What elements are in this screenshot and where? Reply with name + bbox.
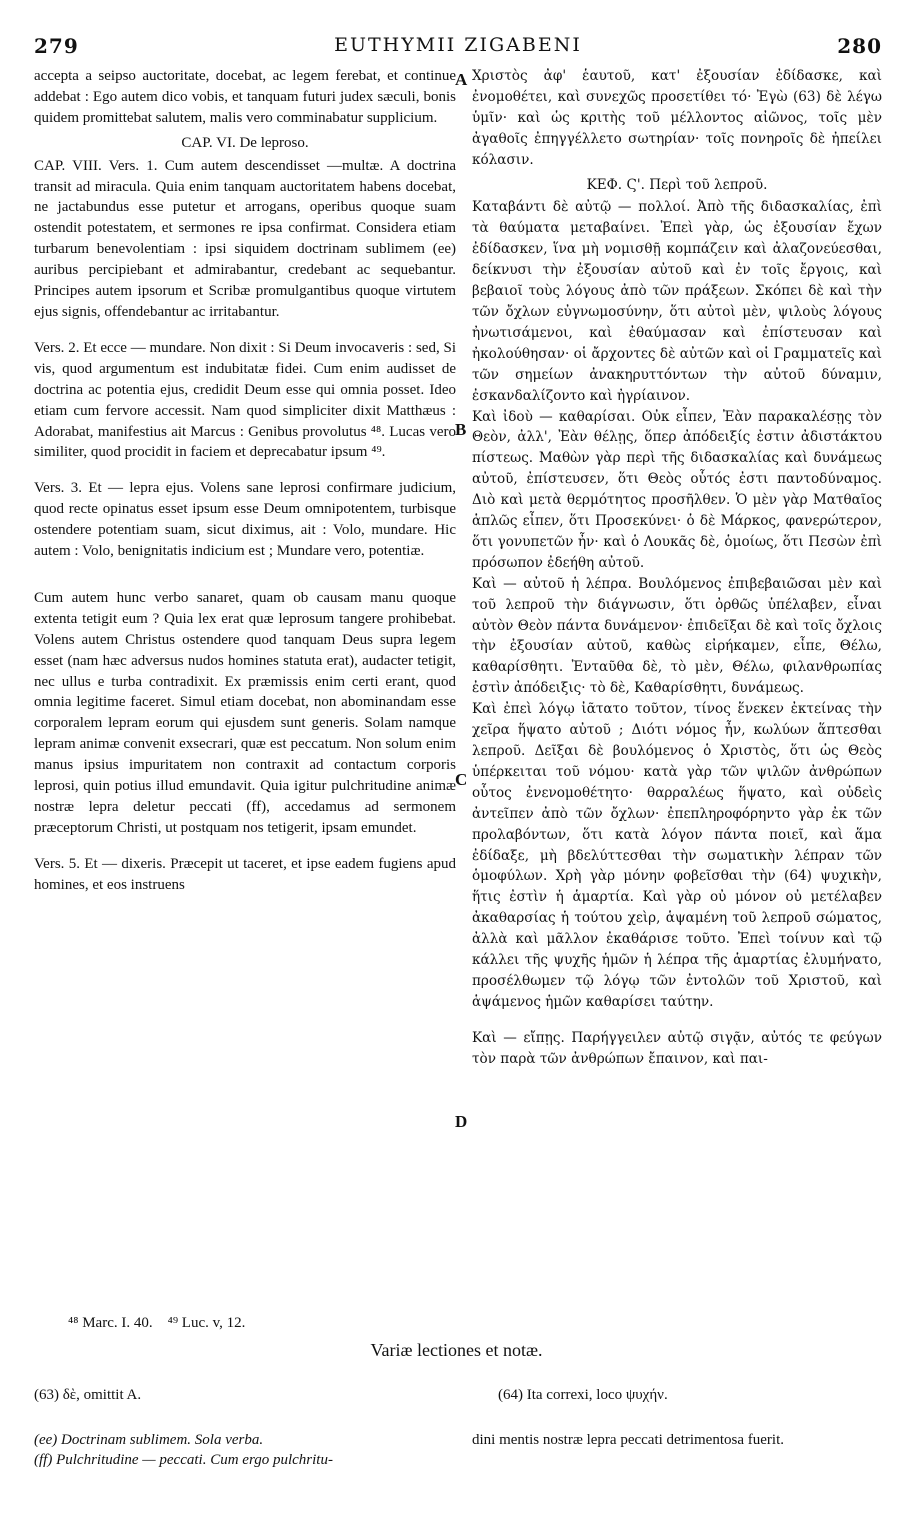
- footnote-ff-continued: dini mentis nostræ lepra peccati detrimentosa fuerit.: [472, 1432, 784, 1448]
- greek-paragraph: Καὶ ἰδοὺ — καθαρίσαι. Οὐκ εἶπεν, Ἐὰν παρακαλέσῃς τὸν Θεὸν, ἀλλ', Ἐὰν θέλῃς, ὅπερ ἀπόδειξίς ἐστιν ἀδιστάκτου πίστεως. Μαθὼν γὰρ περὶ τῆς διδασκαλίας καὶ δυνάμεως αὐτοῦ, ἐπίστευσεν, ὅτι Θεὸς οὗτός ἐστι παντοδύναμος. Διὸ καὶ μετὰ θερμότητος προσῆλθεν. Ὁ μὲν γὰρ Ματθαῖος ἁπλῶς εἶπεν, ὅτι Προσεκύνει· ὁ δὲ Μάρκος, φανερώτερον, ὅτι γονυπετῶν ἦν· καὶ ὁ Λουκᾶς δὲ, ὁμοίως, ὅτι Πεσὼν ἐπὶ πρόσωπον ἐδεήθη αὐτοῦ.: [472, 408, 882, 571]
- running-title: EUTHYMII ZIGABENI: [334, 34, 582, 56]
- page-number-right: 280: [837, 34, 882, 58]
- greek-paragraph: Καὶ — εἴπῃς. Παρήγγειλεν αὐτῷ σιγᾷν, αὐτός τε φεύγων τὸν παρὰ τῶν ἀνθρώπων ἔπαινον, καὶ παι-: [472, 1029, 882, 1067]
- margin-marker-d: D: [455, 1112, 468, 1131]
- latin-paragraph: accepta a seipso auctoritate, docebat, ac legem ferebat, et continue addebat : Ego autem dico vobis, et tanquam futuri judex sæculi, bonis quidem promittebat salutem, malis vero comminabatur supplicium.: [34, 68, 456, 126]
- footnote-ee: (ee) Doctrinam sublimem. Sola verba.: [34, 1432, 264, 1448]
- page-number-left: 279: [34, 34, 79, 58]
- footnote-64: (64) Ita correxi, loco ψυχήν.: [498, 1387, 668, 1403]
- latin-paragraph: Vers. 5. Et — dixeris. Præcepit ut taceret, et ipse eadem fugiens apud homines, et eos instruens: [34, 855, 456, 893]
- latin-paragraph: Vers. 2. Et ecce — mundare. Non dixit : Si Deum invocaveris : sed, Si vis, quod argumentum est indubitatæ fidei. Cum enim audisset de doctrina ac potentia ejus, credidit Deum esse qui omnia posset. Ideo etiam cum fervore accessit. Nam quod simpliciter dixit Matthæus : Adorabat, manifestius ait Marcus : Genibus provolutus ⁴⁸. Lucas vero similiter, quod procidit in faciem et deprecabatur ipsum ⁴⁹.: [34, 339, 456, 461]
- greek-paragraph: Καὶ — αὐτοῦ ἡ λέπρα. Βουλόμενος ἐπιβεβαιῶσαι μὲν καὶ τοῦ λεπροῦ τὴν διάγνωσιν, ὅτι ὀρθῶς ὑπέλαβεν, εἶναι αὐτὸν Θεὸν πάντα δυνάμενον· ἐπιδεῖξαι δὲ καὶ τοῖς ὄχλοις τὴν ἐξουσίαν αὐτοῦ, καθὼς εἰρήκαμεν, εἶπε, Θέλω, καθαρίσθητι. Ἐνταῦθα δὲ, τὸ μὲν, Θέλω, φιλανθρωπίας ἐστὶν ἀπόδειξις· τὸ δὲ, Καθαρίσθητι, δυνάμεως.: [472, 575, 882, 697]
- latin-paragraph: Cum autem hunc verbo sanaret, quam ob causam manu quoque extenta tetigit eum ? Quia lex erat quæ leprosum tangere prohibebat. Volens autem Christus ostendere quod tanquam Deus supra legem esset (nam hæc adversus nudos homines statuta erat), audacter tetigit, nec ullus e turba contradixit. Ex præmissis enim certi erant, quod omnia legitime faceret. Simul etiam docebat, non abominandam esse corporalem lepram eorum qui ejusdem sunt generis. Solam namque lepram animæ convenit exsecrari, quæ est peccatum. Non solum enim manus ipsius impuritatem non contraxit ad contactum corporis leprosi, quin potius illud emundavit. Quia igitur pulchritudine animæ nostræ lepra deletur peccati (ff), accedamus ad sermonem præceptorum Christi, ut postquam nos tetigerit, ipsam emundet.: [34, 589, 456, 836]
- page-header: [34, 34, 882, 58]
- margin-marker-a: A: [455, 70, 468, 89]
- latin-paragraph: Vers. 3. Et — lepra ejus. Volens sane leprosi confirmare judicium, quod recte opinatus esset ipsum esse Deum omnipotentem, turbisque ostendere potentiam suam, sicut diximus, ait : Volo, mundare. Hic autem : Volo, benignitatis indicium est ; Mundare vero, potentiæ.: [34, 480, 456, 560]
- latin-column: [34, 66, 456, 896]
- latin-paragraph: CAP. VIII. Vers. 1. Cum autem descendisset —multæ. A doctrina transit ad miracula. Quia enim tanquam auctoritatem habens docebat, ne jactabundus esse putetur et arrogans, operibus quoque suam ostendit potestatem, et sermones re ipsa confirmat. Considera etiam turbarum benevolentiam : ipsi siquidem doctrinam sublimem (ee) auribus percipiebant et admirabantur, credebant ac sequebantur. Principes autem ipsorum et Scribæ promulgantibus quoque virtutem ejus signis, offendebantur ac irritabantur.: [34, 157, 456, 320]
- greek-paragraph: Καταβάντι δὲ αὐτῷ — πολλοί. Ἀπὸ τῆς διδασκαλίας, ἐπὶ τὰ θαύματα μεταβαίνει. Ἐπεὶ γὰρ, ὡς ἐξουσίαν ἔχων ἐδίδασκεν, ἵνα μὴ νομισθῇ κομπάζειν καὶ ἀλαζονεύεσθαι, δείκνυσι τὴν ἐξουσίαν αὐτοῦ καὶ ἐν τοῖς ἔργοις, καὶ βεβαιοῖ τοὺς λόγους ἀπὸ τῶν πράξεων. Σκόπει δὲ καὶ τὴν τῶν ὄχλων εὐγνωμοσύνην, ὅτι αὐτοὶ μὲν, ψιλοὺς λόγους ἠνωτισάμενοι, καὶ ἐθαύμασαν καὶ ἐπίστευσαν καὶ ἠκολούθησαν· οἱ ἄρχοντες δὲ αὐτῶν καὶ οἱ Γραμματεῖς καὶ τῶν σημείων ἀνακηρυττόντων τὴν αὐτοῦ δύναμιν, ἐσκανδαλίζοντο καὶ ἠγρίαινον.: [472, 199, 882, 404]
- variae-lectiones-heading: Variæ lectiones et notæ.: [370, 1340, 543, 1360]
- greek-chapter-heading: ΚΕΦ. Ϛ'. Περὶ τοῦ λεπροῦ.: [586, 176, 768, 193]
- margin-marker-c: C: [455, 770, 468, 789]
- latin-chapter-heading: CAP. VI. De leproso.: [181, 134, 309, 151]
- greek-column: [472, 66, 882, 1070]
- greek-paragraph: Καὶ ἐπεὶ λόγῳ ἰᾶτατο τοῦτον, τίνος ἕνεκεν ἐκτείνας τὴν χεῖρα ἥψατο αὐτοῦ ; Διότι νόμος ἦν, κωλύων ἅπτεσθαι λεπροῦ. Δεῖξαι δὲ βουλόμενος ὁ Χριστὸς, ὅτι ὡς Θεὸς ὑπέρκειται τοῦ νόμου· κατὰ γὰρ τῶν ψιλῶν ἀνθρώπων οὗτος ἐνενομοθέτητο· θαρραλέως ἥψατο, καὶ οὐδεὶς ἀντεῖπεν ἀπὸ τῶν ὄχλων· ἐπεπληροφόρηντο γὰρ ἐκ τῶν προλαβόντων, ὅτι κατὰ λόγον πάντα ποιεῖ, καὶ ἅμα ἐδίδαξε, μὴ βδελύττεσθαι τὴν σωματικὴν λέπραν τῶν ὁμοφύλων. Χρὴ γὰρ μόνην φοβεῖσθαι τὴν (64) ψυχικὴν, ἥτις ἐστὶν ἡ ἁμαρτία. Καὶ γὰρ οὐ μόνον οὐ μετέλαβεν ἀκαθαρσίας ἡ τούτου χεὶρ, ἁψαμένη τοῦ λεπροῦ σώματος, ἀλλὰ καὶ μᾶλλον ἐκαθάρισε τοῦτο. Ἐπεὶ τοίνυν καὶ τῷ κάλλει τῆς ψυχῆς ἡμῶν ἡ λέπρα τῆς ἁμαρτίας ἐλυμήνατο, προσέλθωμεν τῷ λόγῳ τῶν ἐντολῶν τοῦ Χριστοῦ, καὶ ἁψάμενος ἡμῶν καθαρίσει ταύτην.: [472, 701, 882, 1010]
- footnote-ff: (ff) Pulchritudine — peccati. Cum ergo pulchritu-: [34, 1452, 333, 1468]
- footnote-63: (63) δὲ, omittit A.: [34, 1387, 142, 1403]
- scripture-references: ⁴⁸ Marc. I. 40. ⁴⁹ Luc. v, 12.: [68, 1315, 246, 1331]
- greek-paragraph: Χριστὸς ἀφ' ἑαυτοῦ, κατ' ἐξουσίαν ἐδίδασκε, καὶ ἐνομοθέτει, καὶ συνεχῶς προσετίθει τό· Ἐγὼ (63) δὲ λέγω ὑμῖν· καὶ ὡς κριτὴς τοῦ μέλλοντος αἰῶνος, τοῖς μὲν ἀγαθοῖς ἐπηγγέλλετο σωτηρίαν· τοῖς πονηροῖς δὲ ἠπείλει κόλασιν.: [472, 68, 882, 168]
- margin-marker-b: B: [455, 420, 467, 439]
